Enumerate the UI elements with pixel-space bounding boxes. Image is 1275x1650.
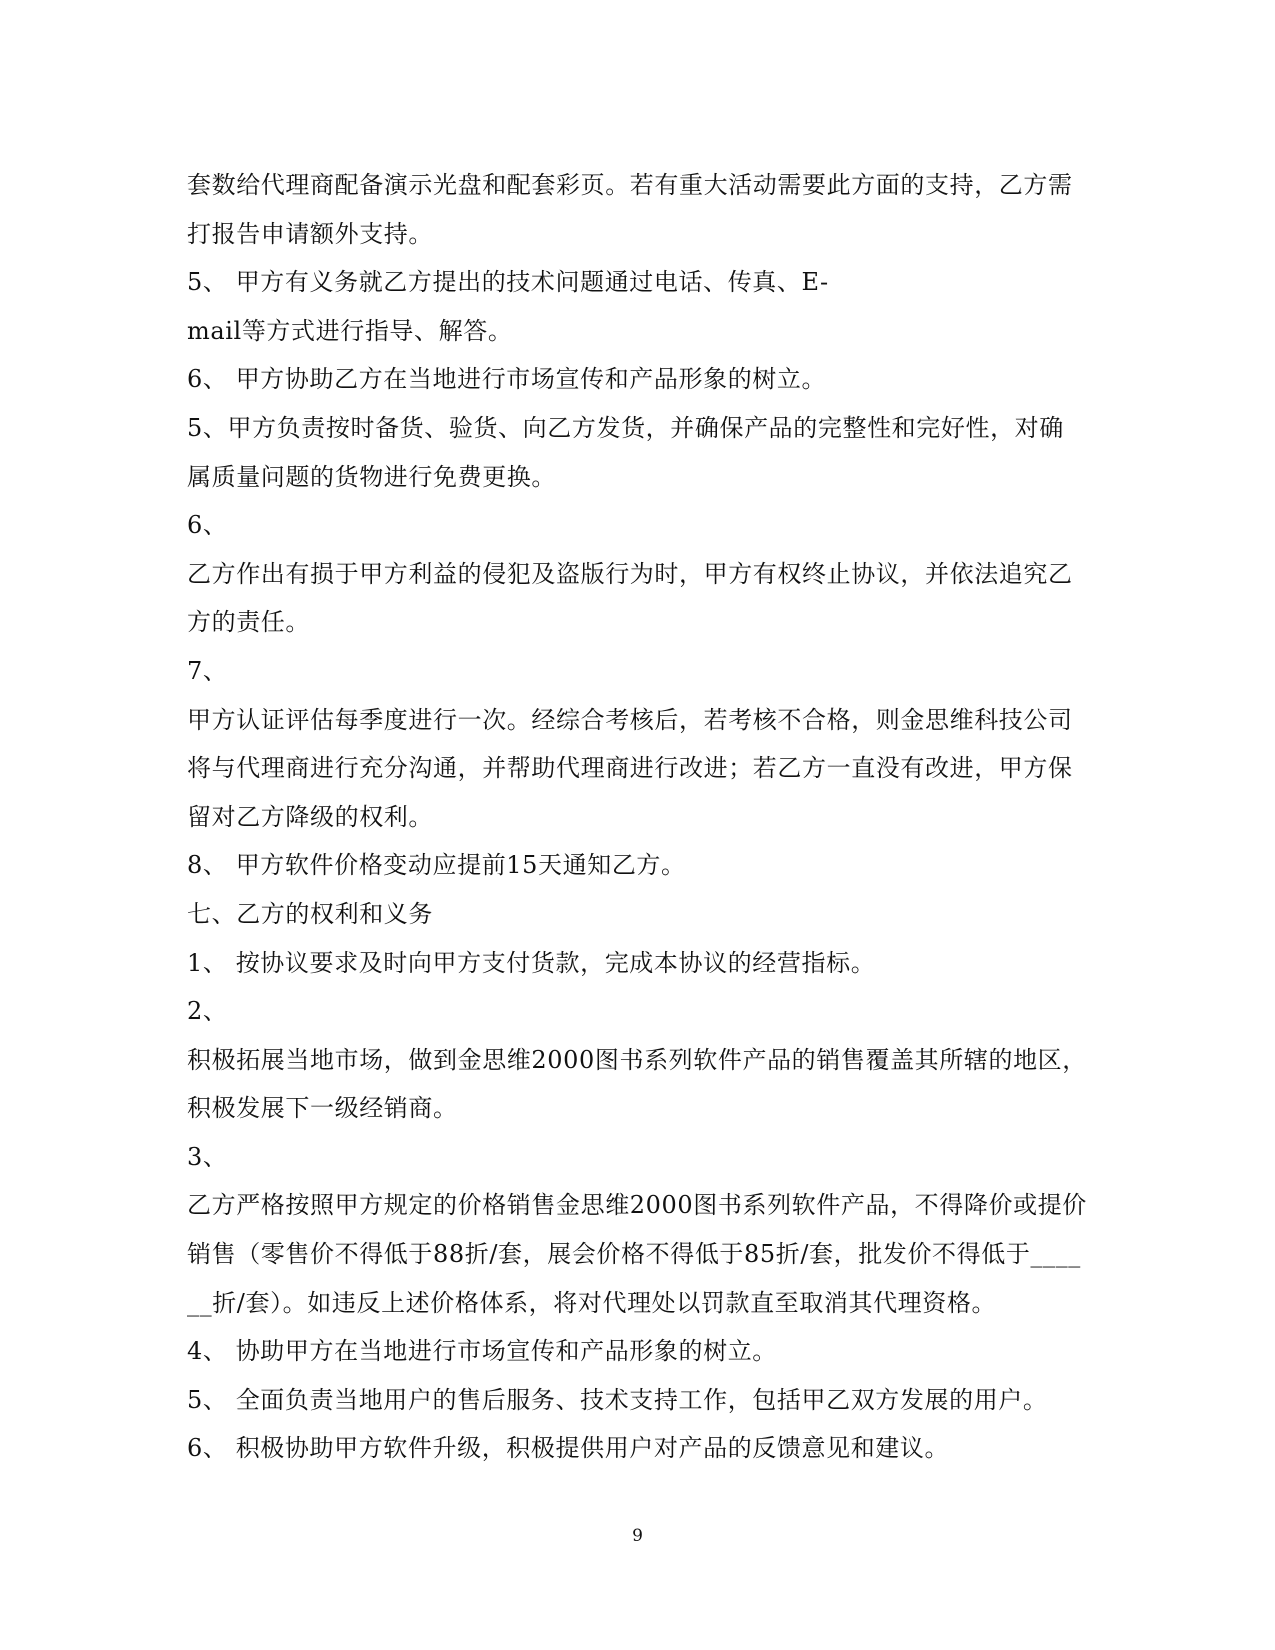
text-line: 3、 [187, 1142, 228, 1171]
text-line: 2、 [187, 997, 228, 1026]
text-line: 甲方认证评估每季度进行一次。经综合考核后，若考核不合格，则金思维科技公司 [187, 705, 1073, 734]
text-line: 6、 [187, 511, 228, 540]
text-line: 将与代理商进行充分沟通，并帮助代理商进行改进；若乙方一直没有改进，甲方保 [187, 754, 1073, 783]
text-line: 4、 协助甲方在当地进行市场宣传和产品形象的树立。 [187, 1337, 777, 1366]
text-line: 乙方严格按照甲方规定的价格销售金思维2000图书系列软件产品，不得降价或提价 [187, 1191, 1087, 1220]
text-line: __折/套）。如违反上述价格体系，将对代理处以罚款直至取消其代理资格。 [187, 1288, 997, 1317]
text-line: 5、 全面负责当地用户的售后服务、技术支持工作，包括甲乙双方发展的用户。 [187, 1385, 1048, 1414]
text-line: 销售（零售价不得低于88折/套，展会价格不得低于85折/套，批发价不得低于____ [187, 1240, 1081, 1269]
text-line: 套数给代理商配备演示光盘和配套彩页。若有重大活动需要此方面的支持，乙方需 [187, 171, 1073, 199]
text-line: mail等方式进行指导、解答。 [187, 316, 513, 345]
text-line: 打报告申请额外支持。 [187, 219, 433, 248]
text-line: 乙方作出有损于甲方利益的侵犯及盗版行为时，甲方有权终止协议，并依法追究乙 [187, 559, 1073, 588]
text-line: 6、 积极协助甲方软件升级，积极提供用户对产品的反馈意见和建议。 [187, 1434, 950, 1463]
text-line: 6、 甲方协助乙方在当地进行市场宣传和产品形象的树立。 [187, 365, 827, 394]
section-heading: 七、乙方的权利和义务 [187, 899, 433, 928]
text-line: 属质量问题的货物进行免费更换。 [187, 462, 556, 491]
text-line: 8、 甲方软件价格变动应提前15天通知乙方。 [187, 851, 686, 880]
text-line: 1、 按协议要求及时向甲方支付货款，完成本协议的经营指标。 [187, 948, 876, 977]
text-line: 7、 [187, 656, 228, 685]
text-line: 留对乙方降级的权利。 [187, 802, 433, 831]
text-line: 5、 甲方有义务就乙方提出的技术问题通过电话、传真、E- [187, 268, 829, 297]
text-line: 5、甲方负责按时备货、验货、向乙方发货，并确保产品的完整性和完好性，对确 [187, 413, 1064, 442]
text-line: 积极发展下一级经销商。 [187, 1094, 458, 1123]
page-number: 9 [632, 1526, 643, 1546]
body-text [187, 161, 1087, 1473]
text-line: 积极拓展当地市场，做到金思维2000图书系列软件产品的销售覆盖其所辖的地区， [187, 1045, 1087, 1074]
text-line: 方的责任。 [187, 608, 310, 637]
